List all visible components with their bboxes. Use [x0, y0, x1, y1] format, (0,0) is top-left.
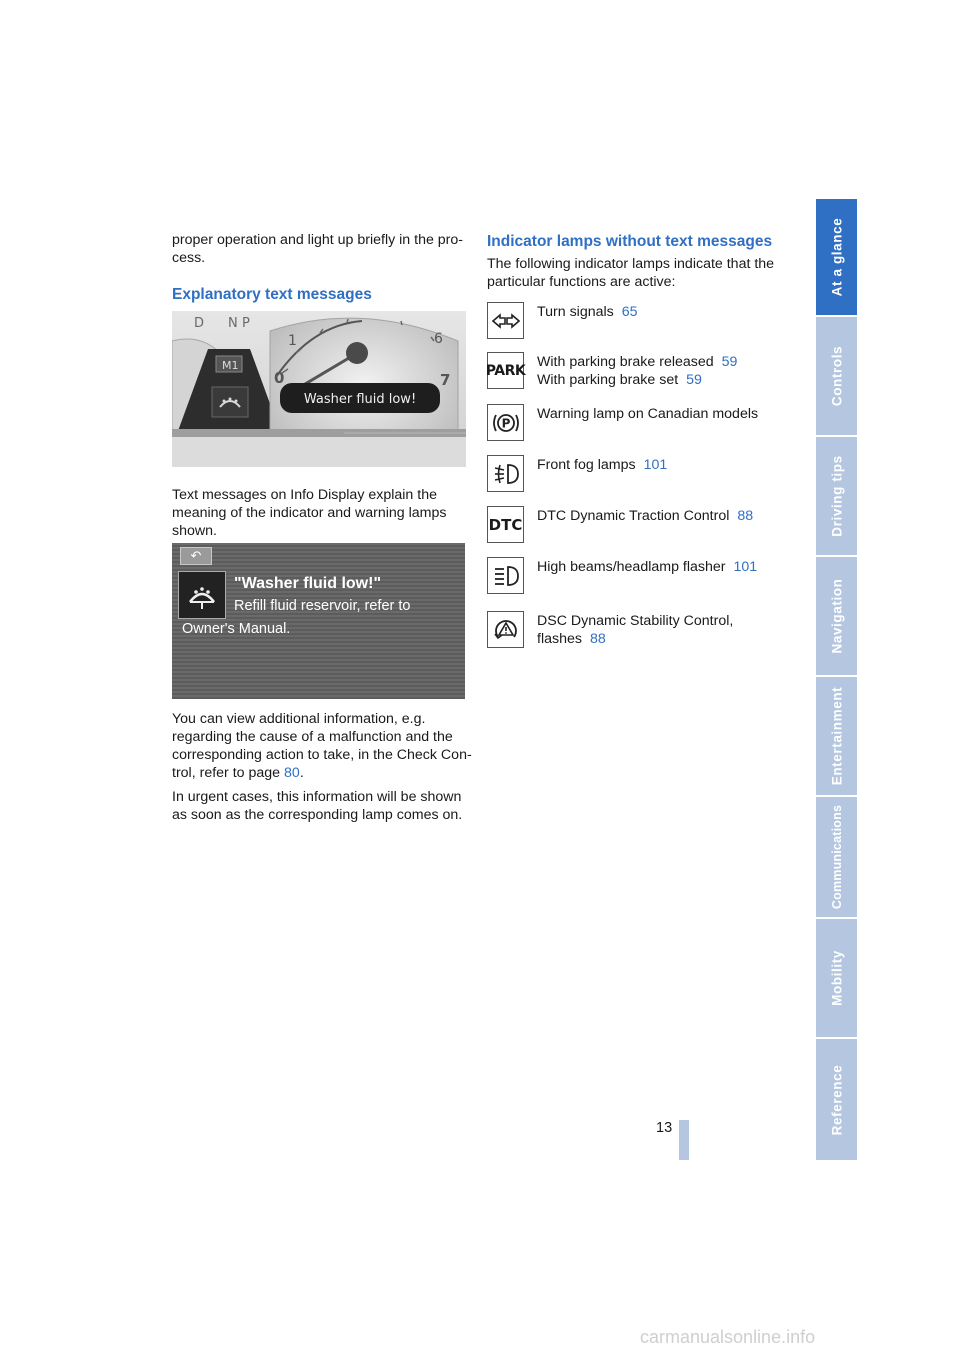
info-message-title: "Washer fluid low!" — [234, 575, 382, 592]
park-icon-text: PARK — [485, 362, 526, 379]
high-beam-icon — [487, 557, 524, 594]
section-heading-explanatory: Explanatory text messages — [172, 286, 372, 303]
indicator-label — [537, 507, 753, 525]
svg-text:P: P — [501, 416, 510, 430]
gear-letter: D — [194, 316, 205, 331]
page-number-bar — [679, 1120, 689, 1160]
instrument-cluster-image — [172, 311, 466, 467]
tab-controls[interactable] — [816, 317, 857, 437]
label-text: DSC Dynamic Stability Control, — [537, 613, 734, 629]
label-text: Warning lamp on Canadian models — [537, 406, 759, 422]
label-text: High beams/headlamp flasher — [537, 559, 726, 575]
back-arrow-button — [180, 547, 212, 565]
gauge-tick: 7 — [440, 371, 451, 389]
turn-signals-icon — [487, 302, 524, 339]
info-message-line-3: Owner's Manual. — [182, 621, 291, 637]
page-number: 13 — [656, 1120, 673, 1136]
para3-line-2: as soon as the corresponding lamp comes on. — [172, 807, 463, 823]
gauge-tick: 6 — [434, 331, 443, 347]
indicator-label — [537, 405, 758, 423]
label-text: Turn signals — [537, 304, 614, 320]
back-arrow-icon: ↶ — [190, 548, 202, 563]
page-link[interactable]: 101 — [733, 559, 758, 575]
para1-line-1: Text messages on Info Display explain the — [172, 487, 437, 503]
dtc-icon — [487, 506, 524, 543]
gauge-tick: 0 — [274, 369, 285, 387]
tab-entertainment[interactable] — [816, 677, 857, 797]
page-link[interactable]: 65 — [621, 304, 638, 320]
gear-letter: N — [228, 316, 238, 331]
tab-label: Reference — [829, 1064, 844, 1135]
park-icon — [487, 352, 524, 389]
info-display-image — [172, 543, 465, 699]
gauge-tick: 1 — [288, 333, 297, 349]
label-text: flashes — [537, 631, 582, 647]
para2-line-3: corresponding action to take, in the Check Con- — [172, 747, 472, 763]
indicator-intro-line-2: particular functions are active: — [487, 274, 676, 290]
para1-line-2: meaning of the indicator and warning lamps — [172, 505, 447, 521]
dtc-icon-text: DTC — [488, 515, 523, 534]
page-link[interactable]: 101 — [643, 457, 668, 473]
page-link-80[interactable]: 80 — [284, 765, 300, 781]
tab-navigation[interactable] — [816, 557, 857, 677]
tab-label: Communications — [829, 804, 844, 910]
tab-label: Driving tips — [829, 455, 844, 537]
para2-line-4 — [172, 764, 304, 782]
parking-brake-canada-icon — [487, 404, 524, 441]
para2-line-4-text: trol, refer to page — [172, 765, 281, 781]
cluster-badge: M1 — [222, 359, 239, 372]
page-link[interactable]: 59 — [686, 372, 702, 388]
para1-line-3: shown. — [172, 523, 217, 539]
tab-at-a-glance[interactable] — [816, 199, 857, 317]
dsc-icon — [487, 611, 524, 648]
tab-label: Entertainment — [829, 686, 844, 786]
tab-label: Mobility — [829, 950, 844, 1006]
page-link[interactable]: 88 — [737, 508, 754, 524]
gear-letter: P — [242, 316, 250, 331]
section-heading-indicator-lamps: Indicator lamps without text messages — [487, 233, 773, 250]
tab-label: Navigation — [829, 578, 844, 654]
washer-fluid-icon — [178, 571, 226, 619]
tab-reference[interactable] — [816, 1039, 857, 1162]
indicator-label — [537, 353, 737, 371]
intro-line-2: cess. — [172, 250, 206, 266]
tab-label: At a glance — [829, 217, 844, 297]
indicator-label — [537, 630, 606, 648]
front-fog-lamps-icon — [487, 455, 524, 492]
cluster-message: Washer fluid low! — [303, 392, 417, 407]
indicator-label — [537, 371, 702, 389]
tab-driving-tips[interactable] — [816, 437, 857, 557]
tab-mobility[interactable] — [816, 919, 857, 1039]
label-text: With parking brake released — [537, 354, 714, 370]
para2-line-1: You can view additional information, e.g. — [172, 711, 426, 727]
tab-communications[interactable] — [816, 797, 857, 919]
page-link[interactable]: 88 — [589, 631, 606, 647]
indicator-label — [537, 558, 757, 576]
label-text: DTC Dynamic Traction Control — [537, 508, 730, 524]
indicator-label — [537, 456, 667, 474]
watermark: carmanualsonline.info — [640, 1327, 816, 1347]
page-link[interactable]: 59 — [721, 354, 738, 370]
indicator-intro-line-1: The following indicator lamps indicate that the — [487, 256, 775, 272]
period: . — [299, 765, 304, 781]
tab-label: Controls — [829, 345, 844, 407]
para2-line-2: regarding the cause of a malfunction and the — [172, 729, 453, 745]
label-text: With parking brake set — [537, 372, 679, 388]
para3-line-1: In urgent cases, this information will be shown — [172, 789, 462, 805]
label-text: Front fog lamps — [537, 457, 636, 473]
indicator-label — [537, 612, 733, 630]
info-message-line-2: Refill fluid reservoir, refer to — [234, 598, 411, 614]
intro-line-1: proper operation and light up briefly in the pro- — [172, 232, 464, 248]
indicator-label — [537, 303, 638, 321]
